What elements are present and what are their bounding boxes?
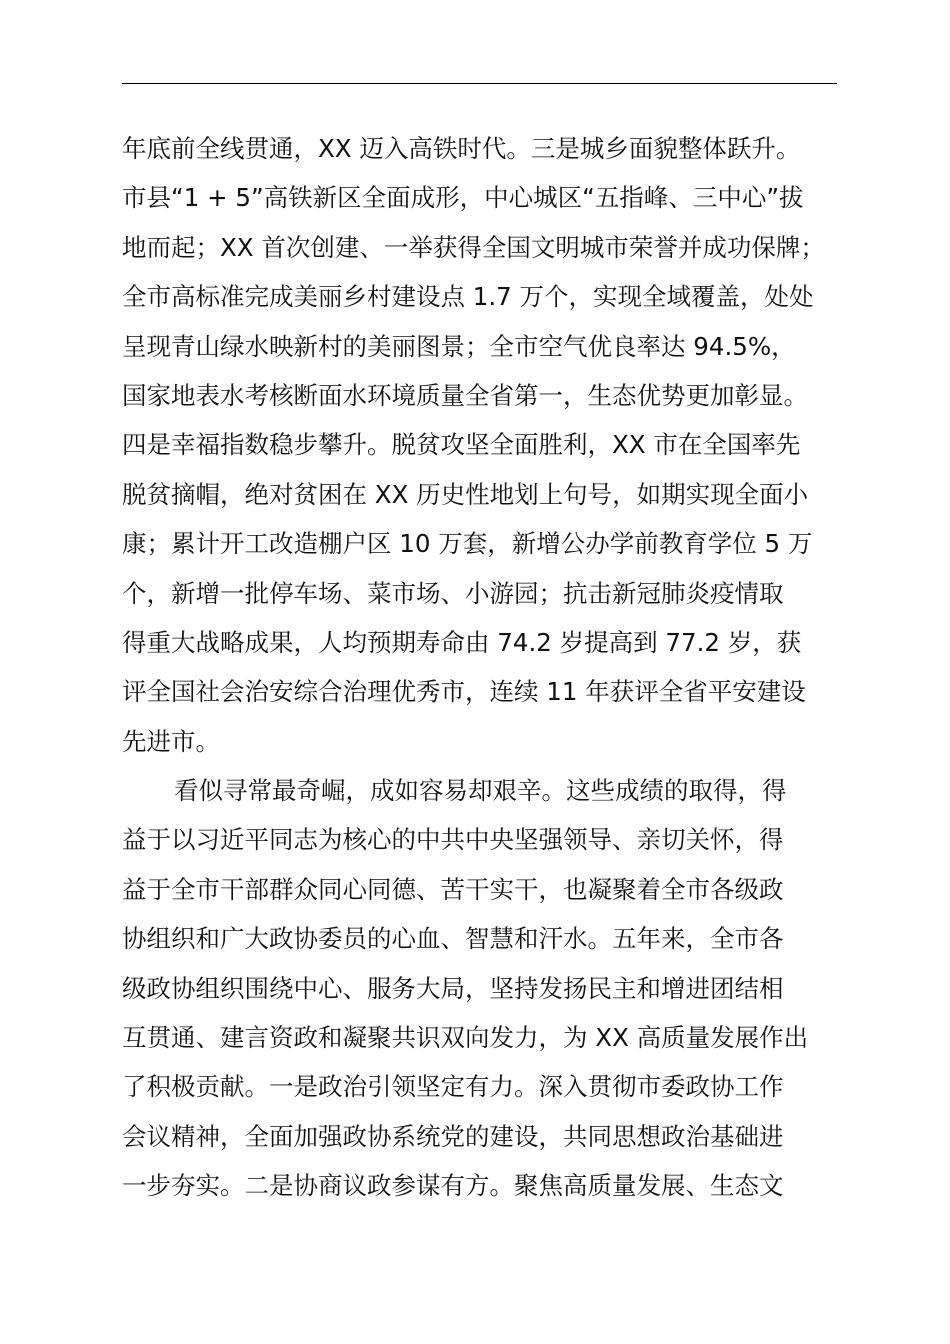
header-rule — [122, 83, 837, 84]
paragraph-first-line: 看似寻常最奇崛，成如容易却艰辛。这些成绩的取得，得 — [174, 776, 787, 806]
body-text — [122, 124, 842, 1211]
text-line: 康；累计开工改造棚户区 10 万套，新增公办学前教育学位 5 万 — [122, 529, 813, 559]
text-line: 个，新增一批停车场、菜市场、小游园；抗击新冠肺炎疫情取 — [122, 578, 784, 608]
text-line: 会议精神，全面加强政协系统党的建设，共同思想政治基础进 — [122, 1121, 784, 1151]
text-line: 年底前全线贯通，XX 迈入高铁时代。三是城乡面貌整体跃升。 — [122, 134, 801, 163]
text-line: 全市高标准完成美丽乡村建设点 1.7 万个，实现全域覆盖，处处 — [122, 282, 814, 312]
text-line: 互贯通、建言资政和凝聚共识双向发力，为 XX 高质量发展作出 — [122, 1023, 809, 1053]
text-line: 地而起；XX 首次创建、一举获得全国文明城市荣誉并成功保牌； — [122, 232, 825, 262]
text-line: 先进市。 — [122, 726, 220, 756]
text-line: 得重大战略成果，人均预期寿命由 74.2 岁提高到 77.2 岁，获 — [122, 627, 802, 657]
text-line: 一步夯实。二是协商议政参谋有方。聚焦高质量发展、生态文 — [122, 1171, 784, 1201]
text-line: 级政协组织围绕中心、服务大局，坚持发扬民主和增进团结相 — [122, 973, 784, 1003]
text-line: 呈现青山绿水映新村的美丽图景；全市空气优良率达 94.5%， — [122, 331, 796, 361]
text-line: 了积极贡献。一是政治引领坚定有力。深入贯彻市委政协工作 — [122, 1072, 784, 1102]
text-line: 脱贫摘帽，绝对贫困在 XX 历史性地划上句号，如期实现全面小 — [122, 479, 809, 509]
text-line: 益于全市干部群众同心同德、苦干实干，也凝聚着全市各级政 — [122, 874, 784, 904]
text-line: 国家地表水考核断面水环境质量全省第一，生态优势更加彰显。 — [122, 380, 808, 410]
text-line: 益于以习近平同志为核心的中共中央坚强领导、亲切关怀，得 — [122, 825, 784, 855]
text-line: 评全国社会治安综合治理优秀市，连续 11 年获评全省平安建设 — [122, 677, 806, 707]
text-line: 市县“1 + 5”高铁新区全面成形，中心城区“五指峰、三中心”拔 — [122, 183, 804, 213]
text-line: 四是幸福指数稳步攀升。脱贫攻坚全面胜利，XX 市在全国率先 — [122, 430, 801, 460]
text-line: 协组织和广大政协委员的心血、智慧和汗水。五年来，全市各 — [122, 924, 784, 954]
